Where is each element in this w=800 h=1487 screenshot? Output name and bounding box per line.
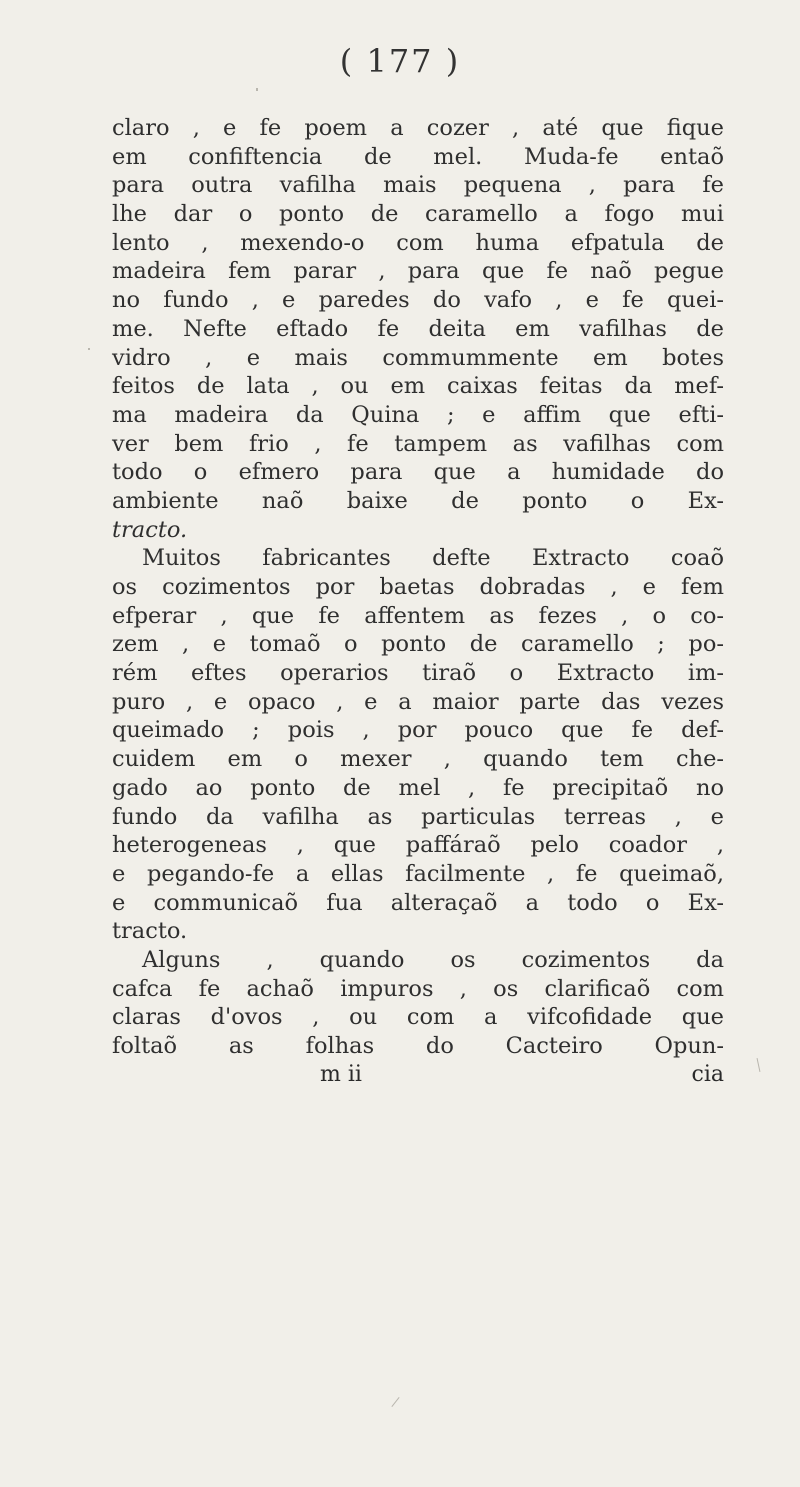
text-line: puro , e opaco , e a maior parte das vezes <box>112 688 724 715</box>
text-line: ver bem frio , fe tampem as vafilhas com <box>112 430 724 457</box>
text-line: tracto. <box>112 918 188 945</box>
text-line: em confiftencia de mel. Muda-fe entaõ <box>112 143 724 170</box>
text-line: foltaõ as folhas do Cacteiro Opun- <box>112 1033 724 1059</box>
text-line: fundo da vafilha as particulas terreas , e <box>112 803 724 830</box>
text-line: madeira fem parar , para que fe naõ pegue <box>112 258 724 285</box>
text-line: rém eftes operarios tiraõ o Extracto im- <box>112 660 724 687</box>
page-number: ( 177 ) <box>339 42 461 80</box>
text-line: feitos de lata , ou em caixas feitas da mef- <box>112 373 724 400</box>
text-line: tracto. <box>112 516 188 543</box>
paper-speck <box>256 88 258 91</box>
page-footer <box>112 1061 724 1089</box>
paper-speck <box>88 348 90 350</box>
text-line: queimado ; pois , por pouco que fe def- <box>112 717 724 744</box>
text-line: todo o efmero para que a humidade do <box>112 459 724 486</box>
text-line: cafca fe achaõ impuros , os clarificaõ com <box>112 975 724 1002</box>
text-line: para outra vafilha mais pequena , para fe <box>112 172 724 199</box>
text-line: efperar , que fe affentem as fezes , o co- <box>112 602 724 629</box>
text-line: os cozimentos por baetas dobradas , e fem <box>112 574 724 600</box>
text-line: me. Nefte eftado fe deita em vafilhas de <box>112 315 724 342</box>
text-line: lhe dar o ponto de caramello a fogo mui <box>112 201 724 228</box>
paragraph-start: Muitos fabricantes defte Extracto coaõ <box>142 545 724 572</box>
paragraph-start: Alguns , quando os cozimentos da <box>142 946 724 973</box>
text-line: heterogeneas , que paffáraõ pelo coador , <box>112 832 724 859</box>
text-line: e communicaõ fua alteraçaõ a todo o Ex- <box>112 889 724 916</box>
text-line: ambiente naõ baixe de ponto o Ex- <box>112 487 724 514</box>
text-line: e pegando-fe a ellas facilmente , fe queimaõ, <box>112 860 724 887</box>
text-line: ma madeira da Quina ; e affim que efti- <box>112 401 724 428</box>
text-line: lento , mexendo-o com huma efpatula de <box>112 229 724 256</box>
text-line: claro , e fe poem a cozer , até que fique <box>112 115 724 141</box>
paper-speck <box>391 1397 399 1407</box>
text-line: zem , e tomaõ o ponto de caramello ; po- <box>112 631 724 658</box>
text-line: claras d'ovos , ou com a vifcofidade que <box>112 1004 724 1031</box>
text-line: gado ao ponto de mel , fe precipitaõ no <box>112 774 724 801</box>
text-line: cuidem em o mexer , quando tem che- <box>112 746 724 773</box>
paper-speck <box>757 1058 761 1072</box>
text-line: no fundo , e paredes do vafo , e fe quei- <box>112 287 724 314</box>
signature-mark: m ii <box>320 1061 362 1087</box>
catchword: cia <box>691 1061 724 1087</box>
body-text <box>112 114 724 1089</box>
text-line: vidro , e mais commummente em botes <box>112 344 724 371</box>
